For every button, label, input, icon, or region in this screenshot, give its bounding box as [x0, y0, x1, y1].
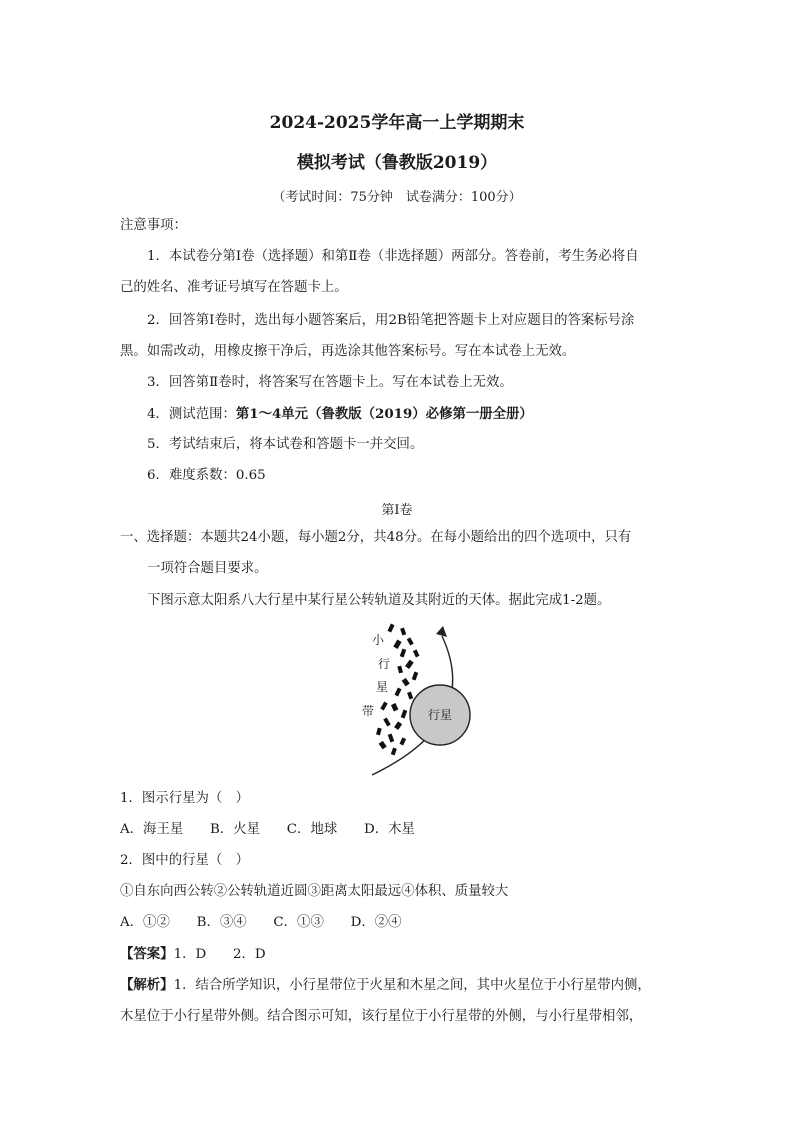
- belt-label-2: 行: [377, 657, 391, 671]
- note-4-prefix: 4．测试范围：: [147, 407, 236, 422]
- answer-label: 【答案】: [120, 946, 174, 962]
- exam-title: 2024-2025学年高一上学期期末: [269, 113, 525, 133]
- question-2-stem: 2．图中的行星（ ）: [120, 853, 250, 868]
- planet-label: 行星: [427, 708, 453, 722]
- note-6: 6．难度系数：0.65: [147, 468, 266, 483]
- note-2-line-1: 2．回答第Ⅰ卷时，选出每小题答案后，用2B铅笔把答题卡上对应题目的答案标号涂: [147, 313, 635, 328]
- question-1-options: A．海王星 B．火星 C．地球 D．木星: [120, 822, 415, 837]
- answer-text: 1．D 2．D: [173, 947, 266, 962]
- belt-label-1: 小: [371, 633, 385, 647]
- exam-subtitle: 模拟考试（鲁教版2019）: [296, 153, 498, 173]
- belt-label-4: 带: [361, 704, 375, 718]
- orbit-direction-arrow-icon: [436, 626, 447, 637]
- belt-label-3: 星: [375, 680, 389, 694]
- answer-line: [120, 946, 266, 963]
- exam-info: （考试时间：75分钟 试卷满分：100分）: [272, 190, 522, 205]
- analysis-line-2: 木星位于小行星带外侧。结合图示可知，该行星位于小行星带的外侧，与小行星带相邻，: [120, 1009, 643, 1024]
- analysis-line-1: [120, 977, 651, 994]
- asteroid-belt-figure: [356, 622, 476, 782]
- note-2-line-2: 黑。如需改动，用橡皮擦干净后，再选涂其他答案标号。写在本试卷上无效。: [120, 344, 576, 359]
- question-2-options: A．①② B．③④ C．①③ D．②④: [120, 915, 402, 930]
- analysis-label: 【解析】: [120, 977, 174, 993]
- note-5: 5．考试结束后，将本试卷和答题卡一并交回。: [147, 437, 424, 452]
- analysis-text-1: 1．结合所学知识，小行星带位于火星和木星之间，其中火星位于小行星带内侧，: [173, 978, 651, 993]
- note-3: 3．回答第Ⅱ卷时，将答案写在答题卡上。写在本试卷上无效。: [147, 375, 513, 390]
- part-1-instructions-line-2: 一项符合题目要求。: [147, 561, 268, 576]
- notes-heading: 注意事项：: [120, 218, 187, 233]
- note-4: [147, 406, 533, 423]
- note-1-line-2: 己的姓名、准考证号填写在答题卡上。: [120, 280, 348, 295]
- question-2-statements: ①自东向西公转②公转轨道近圆③距离太阳最远④体积、质量较大: [120, 884, 509, 899]
- part-1-instructions-line-1: 一、选择题：本题共24小题，每小题2分，共48分。在每小题给出的四个选项中，只有: [120, 530, 632, 545]
- note-4-scope: 第1～4单元（鲁教版（2019）必修第一册全册）: [235, 406, 533, 422]
- volume-title: 第Ⅰ卷: [381, 503, 413, 518]
- figure-intro: 下图示意太阳系八大行星中某行星公转轨道及其附近的天体。据此完成1-2题。: [147, 593, 611, 608]
- note-1-line-1: 1．本试卷分第Ⅰ卷（选择题）和第Ⅱ卷（非选择题）两部分。答卷前，考生务必将自: [147, 249, 639, 264]
- question-1-stem: 1．图示行星为（ ）: [120, 791, 250, 806]
